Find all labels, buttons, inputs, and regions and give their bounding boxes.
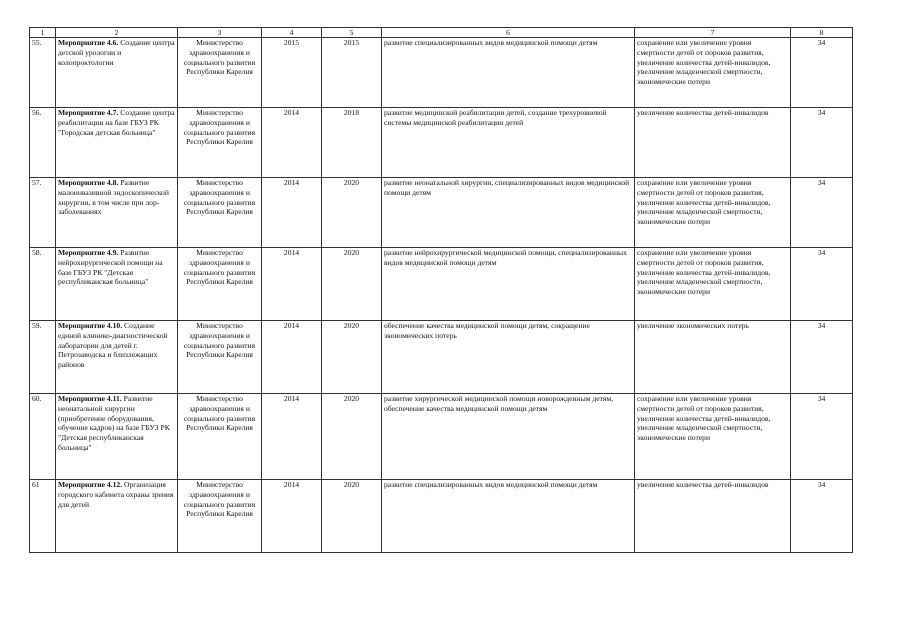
non-implementation-consequences: сохранение или увеличение уровня смертности детей от пороков развития, увеличение количества детей-инвалидов, увеличение младенческой смертности, экономические потери xyxy=(635,38,791,108)
measure-cell xyxy=(56,108,178,178)
column-number: 1 xyxy=(30,28,56,38)
indicator-number: 34 xyxy=(791,178,853,248)
column-number: 2 xyxy=(56,28,178,38)
start-year: 2014 xyxy=(262,321,322,394)
end-year: 2020 xyxy=(322,394,382,480)
measure-description: Создание центра реабилитации на базе ГБУЗ РК "Городская детская больница" xyxy=(58,108,175,137)
main-directions: развитие специализированных видов медицинской помощи детям xyxy=(382,38,635,108)
start-year: 2014 xyxy=(262,394,322,480)
row-number: 55. xyxy=(30,38,56,108)
main-directions: развитие неонатальной хирургии, специализированных видов медицинской помощи детям xyxy=(382,178,635,248)
measure-title: Мероприятие 4.6. xyxy=(58,38,119,47)
measure-description: Развитие неонатальной хирургии (приобретение оборудования, обучение кадров) на базе ГБУЗ РК "Детская республиканская больница" xyxy=(58,394,170,452)
non-implementation-consequences: увеличение экономических потерь xyxy=(635,321,791,394)
start-year: 2015 xyxy=(262,38,322,108)
responsible-executor: Министерство здравоохранения и социального развития Республики Карелия xyxy=(178,248,262,321)
start-year: 2014 xyxy=(262,178,322,248)
column-number: 5 xyxy=(322,28,382,38)
measure-cell xyxy=(56,178,178,248)
measure-description: Организация городского кабинета охраны зрения для детей xyxy=(58,480,174,509)
responsible-executor: Министерство здравоохранения и социального развития Республики Карелия xyxy=(178,480,262,553)
end-year: 2020 xyxy=(322,321,382,394)
indicator-number: 34 xyxy=(791,480,853,553)
non-implementation-consequences: увеличение количества детей-инвалидов xyxy=(635,108,791,178)
measure-title: Мероприятие 4.12. xyxy=(58,480,123,489)
end-year: 2020 xyxy=(322,178,382,248)
column-number: 3 xyxy=(178,28,262,38)
measure-description: Создание центра детской урологии и колопроктологии xyxy=(58,38,175,67)
indicator-number: 34 xyxy=(791,38,853,108)
table-row xyxy=(30,108,853,178)
start-year: 2014 xyxy=(262,248,322,321)
indicator-number: 34 xyxy=(791,394,853,480)
row-number: 60. xyxy=(30,394,56,480)
column-number: 4 xyxy=(262,28,322,38)
measure-description: Развитие нейрохирургической помощи на базе ГБУЗ РК "Детская республиканская больница" xyxy=(58,248,163,287)
row-number: 58. xyxy=(30,248,56,321)
row-number: 57. xyxy=(30,178,56,248)
end-year: 2018 xyxy=(322,108,382,178)
measure-cell xyxy=(56,321,178,394)
non-implementation-consequences: сохранение или увеличение уровня смертности детей от пороков развития, увеличение количества детей-инвалидов, увеличение младенческой смертности, экономические потери xyxy=(635,394,791,480)
measure-title: Мероприятие 4.11. xyxy=(58,394,122,403)
indicator-number: 34 xyxy=(791,108,853,178)
table-row xyxy=(30,321,853,394)
measure-title: Мероприятие 4.10. xyxy=(58,321,123,330)
main-directions: обеспечение качества медицинской помощи детям, сокращение экономических потерь xyxy=(382,321,635,394)
responsible-executor: Министерство здравоохранения и социального развития Республики Карелия xyxy=(178,108,262,178)
measure-description: Создание единой клинико-диагностической лаборатории для детей г. Петрозаводска и близлежащих районов xyxy=(58,321,168,370)
table-row xyxy=(30,248,853,321)
non-implementation-consequences: сохранение или увеличение уровня смертности детей от пороков развития, увеличение количества детей-инвалидов, увеличение младенческой смертности, экономические потери xyxy=(635,248,791,321)
main-directions: развитие нейрохирургической медицинской помощи, специализированных видов медицинской помощи детям xyxy=(382,248,635,321)
measure-cell xyxy=(56,248,178,321)
table-row xyxy=(30,38,853,108)
measures-table xyxy=(29,27,853,553)
table-row xyxy=(30,394,853,480)
table-row xyxy=(30,480,853,553)
non-implementation-consequences: сохранение или увеличение уровня смертности детей от пороков развития, увеличение количества детей-инвалидов, увеличение младенческой смертности, экономические потери xyxy=(635,178,791,248)
end-year: 2020 xyxy=(322,248,382,321)
column-number: 6 xyxy=(382,28,635,38)
measure-cell xyxy=(56,38,178,108)
measure-title: Мероприятие 4.9. xyxy=(58,248,119,257)
start-year: 2014 xyxy=(262,480,322,553)
indicator-number: 34 xyxy=(791,321,853,394)
main-directions: развитие хирургической медицинской помощи новорожденным детям, обеспечение качества медицинской помощи детям xyxy=(382,394,635,480)
end-year: 2015 xyxy=(322,38,382,108)
table-row xyxy=(30,178,853,248)
main-directions: развитие специализированных видов медицинской помощи детям xyxy=(382,480,635,553)
row-number: 56. xyxy=(30,108,56,178)
responsible-executor: Министерство здравоохранения и социального развития Республики Карелия xyxy=(178,178,262,248)
measure-title: Мероприятие 4.8. xyxy=(58,178,119,187)
column-number: 7 xyxy=(635,28,791,38)
responsible-executor: Министерство здравоохранения и социального развития Республики Карелия xyxy=(178,38,262,108)
column-number: 8 xyxy=(791,28,853,38)
start-year: 2014 xyxy=(262,108,322,178)
row-number: 59. xyxy=(30,321,56,394)
responsible-executor: Министерство здравоохранения и социального развития Республики Карелия xyxy=(178,394,262,480)
measure-cell xyxy=(56,480,178,553)
indicator-number: 34 xyxy=(791,248,853,321)
measure-description: Развитие малоинвазивной эндоскопической хирургии, в том числе при лор-заболеваниях xyxy=(58,178,169,217)
measure-cell xyxy=(56,394,178,480)
row-number: 61 xyxy=(30,480,56,553)
end-year: 2020 xyxy=(322,480,382,553)
column-number-row xyxy=(30,28,853,38)
non-implementation-consequences: увеличение количества детей-инвалидов xyxy=(635,480,791,553)
measure-title: Мероприятие 4.7. xyxy=(58,108,119,117)
responsible-executor: Министерство здравоохранения и социального развития Республики Карелия xyxy=(178,321,262,394)
main-directions: развитие медицинской реабилитации детей, создание трехуровневой системы медицинской реабилитации детей xyxy=(382,108,635,178)
